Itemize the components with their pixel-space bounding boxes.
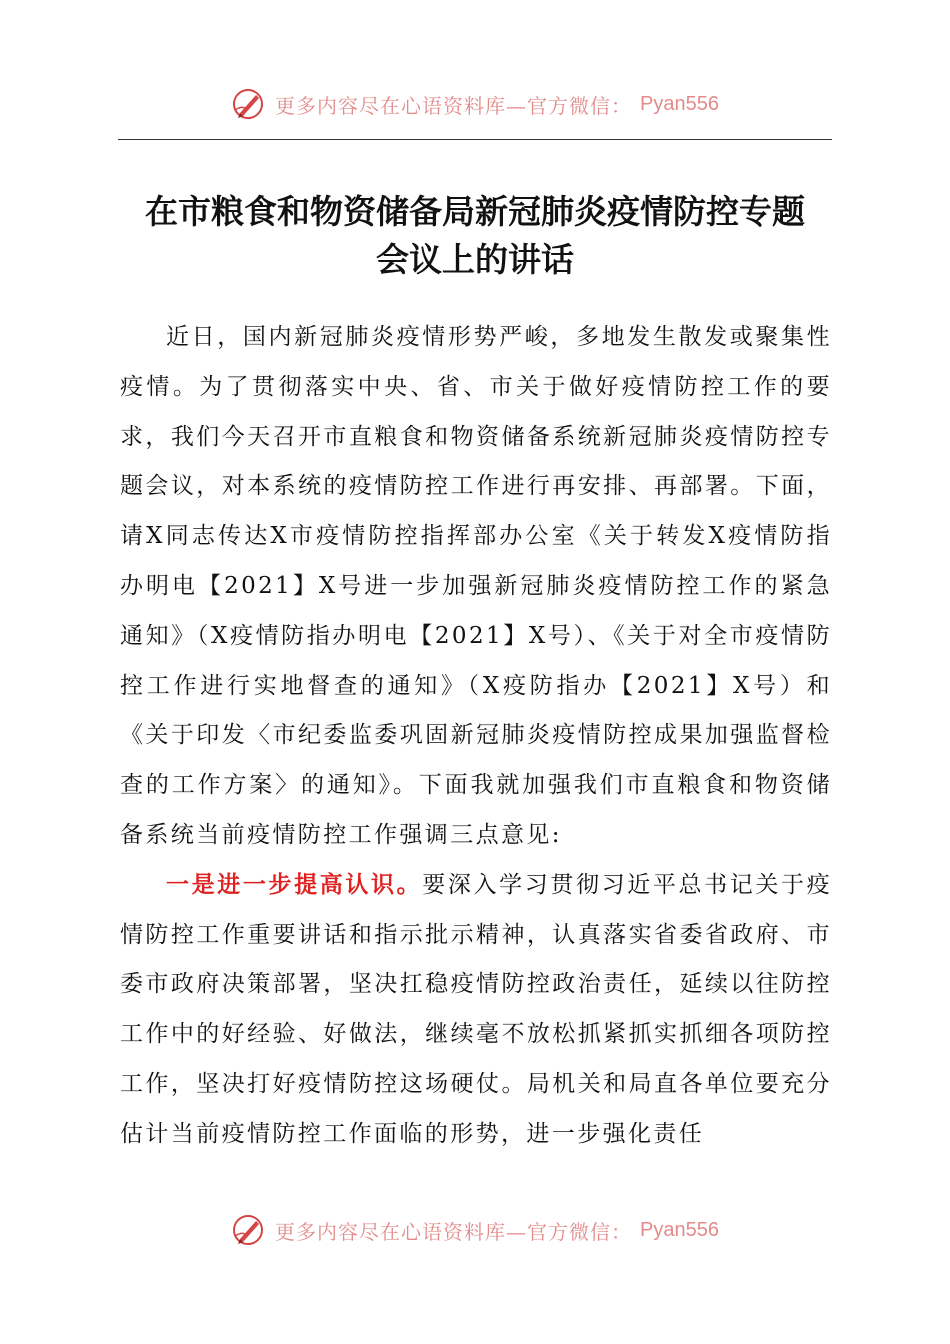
document-body (120, 313, 832, 1160)
footer-banner-text: 更多内容尽在心语资料库—官方微信： (275, 1219, 633, 1244)
paragraph-point-one (120, 861, 832, 1160)
header-divider (118, 139, 832, 140)
title-line-2: 会议上的讲话 (376, 240, 574, 279)
title-line-1: 在市粮食和物资储备局新冠肺炎疫情防控专题 (145, 192, 805, 231)
document-title (100, 188, 850, 284)
banner-wechat-id: Pyan556 (640, 92, 719, 115)
point-one-heading: 一是进一步提高认识。 (166, 871, 423, 898)
point-one-text: 要深入学习贯彻习近平总书记关于疫情防控工作重要讲话和指示批示精神，认真落实省委省政府、市委市政府决策部署，坚决扛稳疫情防控政治责任，延续以往防控工作中的好经验、好做法，继续毫不放松抓紧抓实抓细各项防控工作，坚决打好疫情防控这场硬仗。局机关和局直各单位要充分估计当前疫情防控工作面临的形势，进一步强化责任 (120, 871, 833, 1147)
paragraph-intro: 近日，国内新冠肺炎疫情形势严峻，多地发生散发或聚集性疫情。为了贯彻落实中央、省、市关于做好疫情防控工作的要求，我们今天召开市直粮食和物资储备系统新冠肺炎疫情防控专题会议，对本系统的疫情防控工作进行再安排、再部署。下面，请X同志传达X市疫情防控指挥部办公室《关于转发X疫情防指办明电【2021】X号进一步加强新冠肺炎疫情防控工作的紧急通知》（X疫情防指办明电【2021】X号）、《关于对全市疫情防控工作进行实地督查的通知》（X疫防指办【2021】X号）和《关于印发〈市纪委监委巩固新冠肺炎疫情防控成果加强监督检查的工作方案〉的通知》。下面我就加强我们市直粮食和物资储备系统当前疫情防控工作强调三点意见: (120, 324, 832, 848)
header-banner (0, 84, 950, 124)
banner-text: 更多内容尽在心语资料库—官方微信： (275, 93, 633, 118)
footer-banner-wechat-id: Pyan556 (640, 1218, 719, 1241)
pen-logo-icon (231, 1212, 267, 1248)
pen-logo-icon (231, 86, 267, 122)
footer-banner (0, 1210, 950, 1250)
